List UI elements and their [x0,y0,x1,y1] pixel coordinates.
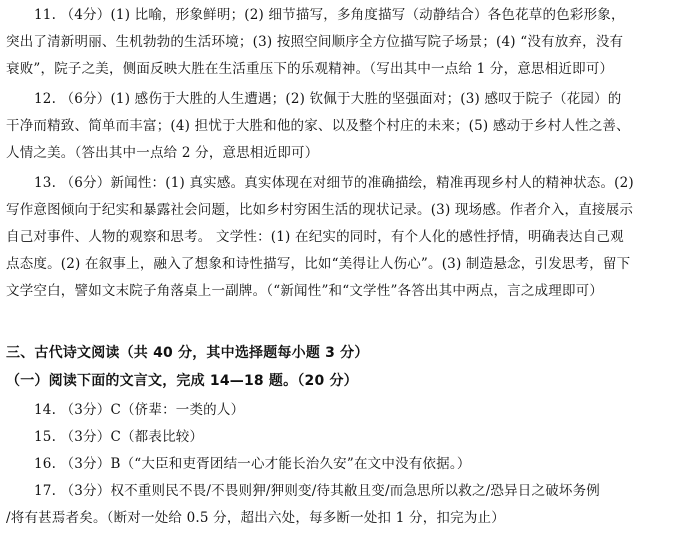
subsection-heading: （一）阅读下面的文言文，完成 14—18 题。（20 分） [6,373,358,389]
answer-13-line-3: 自己对事件、人物的观察和思考。 文学性：(1) 在纪实的同时，有个人化的感性抒情，明确表达自己观 [6,229,624,245]
answer-11-line-3: 衰败”，院子之美，侧面反映大胜在生活重压下的乐观精神。（写出其中一点给 1 分，意思相近即可） [6,61,614,77]
answer-11-line-2: 突出了清新明丽、生机勃勃的生活环境；(3) 按照空间顺序全方位描写院子场景；(4) “没有放弃，没有 [6,34,624,50]
answer-16: 16. （3分）B（“大臣和吏胥团结一心才能长治久安”在文中没有依据。） [34,456,471,472]
answer-13-line-4: 点态度。(2) 在叙事上，融入了想象和诗性描写，比如“美得让人伤心”。(3) 制造悬念，引发思考，留下 [6,256,631,272]
answer-17-line-1: 17. （3分）权不重则民不畏/不畏则狎/狎则变/待其敝且变/而急思所以救之/恐异日之破坏务例 [34,483,600,499]
answer-13-line-1: 13. （6分）新闻性：(1) 真实感。真实体现在对细节的准确描绘，精准再现乡村人的精神状态。(2) [34,175,634,191]
answer-15: 15. （3分）C（都表比较） [34,429,204,445]
answer-17-line-2: /将有甚焉者矣。（断对一处给 0.5 分，超出六处，每多断一处扣 1 分，扣完为止） [6,510,505,526]
section-heading: 三、古代诗文阅读（共 40 分，其中选择题每小题 3 分） [6,345,369,361]
answer-12-line-2: 干净而精致、简单而丰富；(4) 担忧于大胜和他的家、以及整个村庄的未来；(5) 感动于乡村人性之善、 [6,118,630,134]
answer-13-line-2: 写作意图倾向于纪实和暴露社会问题，比如乡村穷困生活的现状记录。(3) 现场感。作者介入，直接展示 [6,202,634,218]
answer-11-line-1: 11. （4分）(1) 比喻，形象鲜明；(2) 细节描写，多角度描写（动静结合）各色花草的色彩形象， [34,7,625,23]
answer-14: 14. （3分）C（侪辈：一类的人） [34,402,245,418]
answer-12-line-1: 12. （6分）(1) 感伤于大胜的人生遭遇；(2) 钦佩于大胜的坚强面对；(3) 感叹于院子（花园）的 [34,91,622,107]
answer-13-line-5: 文学空白，譬如文末院子角落桌上一副牌。（“新闻性”和“文学性”各答出其中两点，言之成理即可） [6,283,604,299]
answer-12-line-3: 人情之美。（答出其中一点给 2 分，意思相近即可） [6,145,319,161]
